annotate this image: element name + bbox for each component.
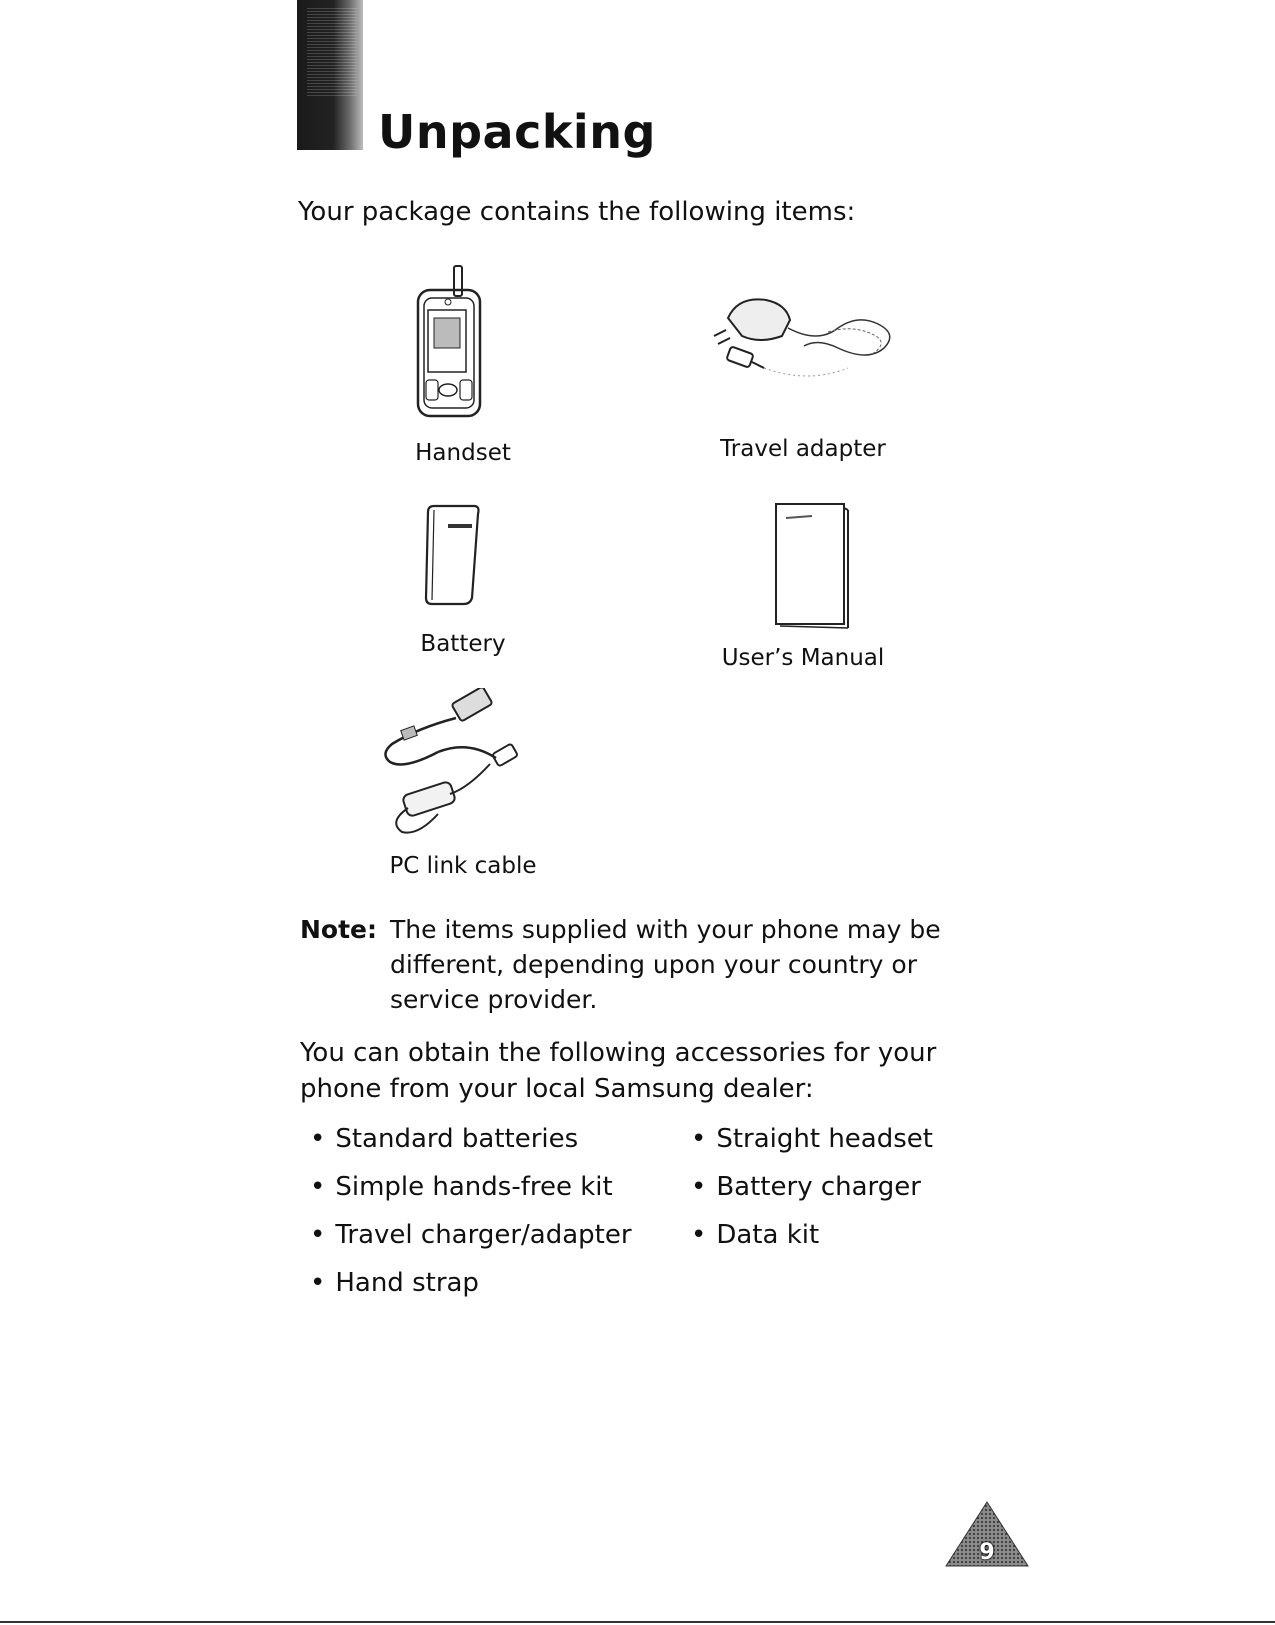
note-label: Note: [300, 915, 378, 944]
bottom-rule [0, 1621, 1275, 1623]
pc-link-cable-icon [378, 688, 546, 838]
handset-icon [410, 262, 490, 422]
title-decoration-bar [297, 0, 363, 150]
note-text: The items supplied with your phone may be different, depending upon your country or service provider. [390, 915, 941, 1014]
page-number-badge [944, 1500, 1030, 1570]
page-title: Unpacking [378, 105, 656, 159]
accessory-item: • Data kit [691, 1218, 819, 1252]
accessory-item: • Simple hands-free kit [310, 1170, 613, 1204]
accessory-item: • Travel charger/adapter [310, 1218, 632, 1252]
accessory-item: • Hand strap [310, 1266, 479, 1300]
manual-icon [772, 500, 852, 632]
accessory-item: • Straight headset [691, 1122, 933, 1156]
item-caption-users-manual: User’s Manual [721, 645, 885, 671]
item-caption-travel-adapter: Travel adapter [720, 436, 886, 462]
accessories-intro: You can obtain the following accessories for your phone from your local Samsung dealer: [300, 1038, 937, 1104]
note-block [300, 912, 960, 1017]
accessory-item: • Standard batteries [310, 1122, 578, 1156]
page-number: 9 [979, 1540, 995, 1565]
accessory-item: • Battery charger [691, 1170, 921, 1204]
item-caption-handset: Handset [415, 440, 511, 466]
item-caption-pc-link-cable: PC link cable [389, 853, 537, 879]
battery-icon [420, 504, 484, 608]
item-caption-battery: Battery [420, 631, 506, 657]
travel-adapter-icon [708, 288, 908, 398]
intro-text: Your package contains the following items: [298, 197, 856, 227]
